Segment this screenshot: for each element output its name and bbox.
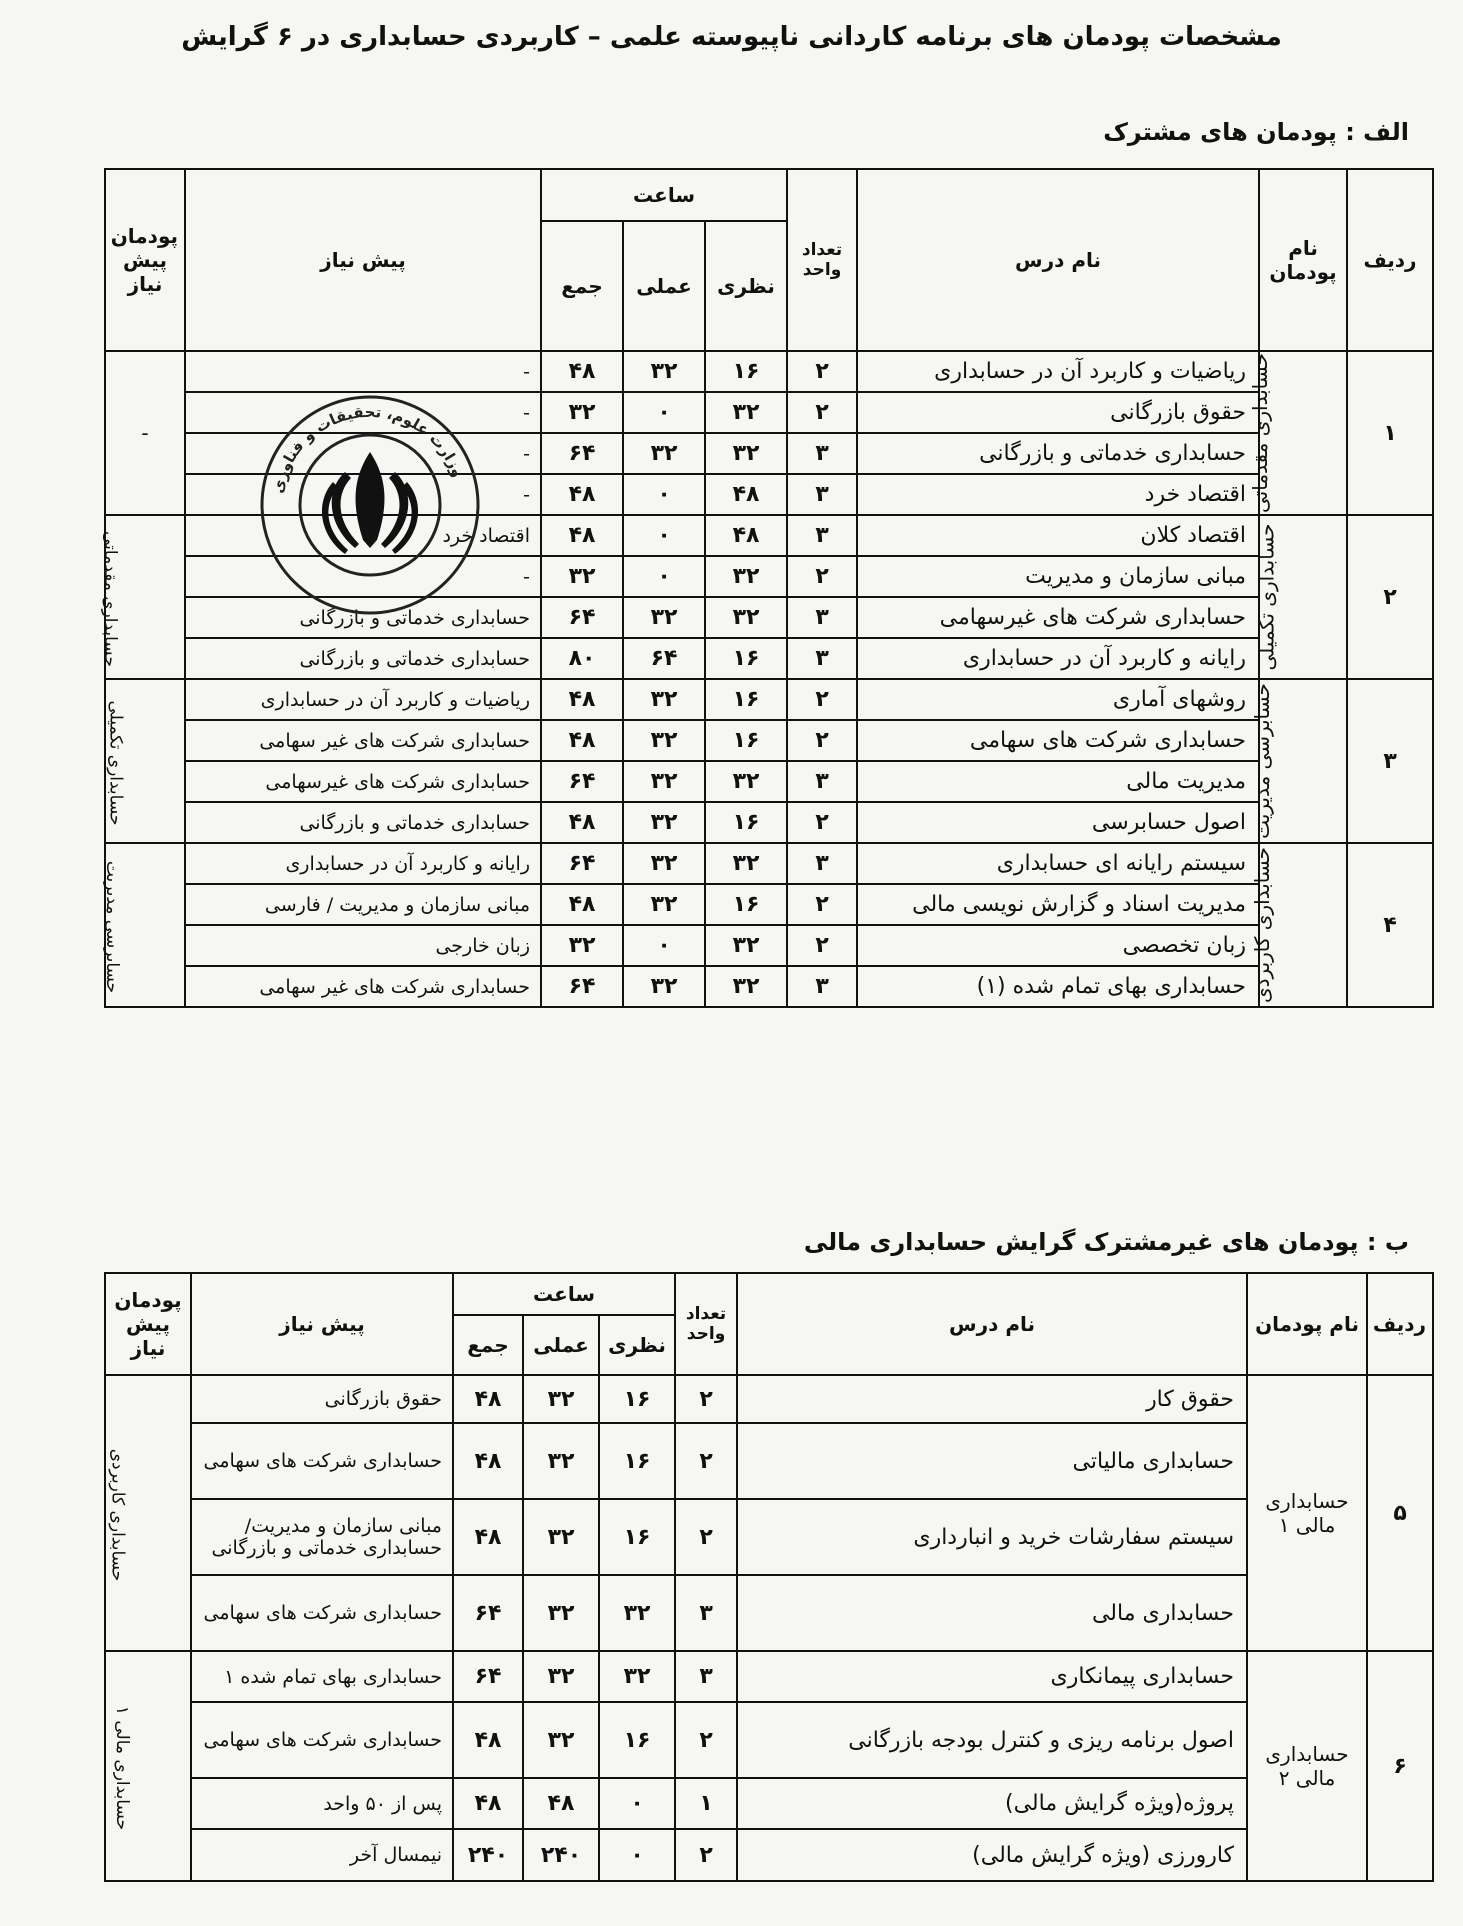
prerequisite: -: [185, 474, 541, 515]
table-row: [105, 351, 1433, 392]
practical-hours: ۳۲: [523, 1702, 599, 1778]
prerequisite: نیمسال آخر: [191, 1829, 453, 1881]
course-name: اقتصاد کلان: [857, 515, 1259, 556]
prerequisite: -: [185, 351, 541, 392]
course-name: ریاضیات و کاربرد آن در حسابداری: [857, 351, 1259, 392]
theory-hours: ۱۶: [599, 1499, 675, 1575]
theory-hours: ۱۶: [705, 679, 787, 720]
units: ۲: [787, 556, 857, 597]
theory-hours: ۳۲: [705, 925, 787, 966]
practical-hours: ۳۲: [623, 720, 705, 761]
prerequisite: حسابداری شرکت های سهامی: [191, 1423, 453, 1499]
total-hours: ۳۲: [541, 392, 623, 433]
practical-hours: ۳۲: [623, 597, 705, 638]
course-name: حسابداری بهای تمام شده (۱): [857, 966, 1259, 1007]
module-name-label: حسابداری مقدماتی: [1248, 353, 1273, 513]
emblem-icon: [322, 452, 418, 554]
total-hours: ۴۸: [541, 884, 623, 925]
module-name-label: حسابداری تکمیلی: [1254, 523, 1279, 671]
theory-hours: ۱۶: [599, 1702, 675, 1778]
units: ۲: [787, 720, 857, 761]
header-course: نام درس: [857, 169, 1259, 351]
total-hours: ۴۸: [541, 351, 623, 392]
row-number: ۶: [1367, 1651, 1433, 1881]
practical-hours: ۴۸: [523, 1778, 599, 1829]
header-prereq-module: پودمان پیش نیاز: [105, 1273, 191, 1375]
practical-hours: ۳۲: [623, 433, 705, 474]
row-number: ۳: [1347, 679, 1433, 843]
row-number: ۲: [1347, 515, 1433, 679]
practical-hours: ۲۴۰: [523, 1829, 599, 1881]
course-name: پروژه(ویژه گرایش مالی): [737, 1778, 1247, 1829]
units: ۳: [787, 515, 857, 556]
prereq-module: [105, 1375, 191, 1651]
units: ۲: [787, 802, 857, 843]
prereq-module: [105, 1651, 191, 1881]
course-name: روشهای آماری: [857, 679, 1259, 720]
course-name: حسابداری خدماتی و بازرگانی: [857, 433, 1259, 474]
practical-hours: ۳۲: [523, 1651, 599, 1702]
header-units: تعداد واحد: [675, 1273, 737, 1375]
total-hours: ۶۴: [541, 843, 623, 884]
prerequisite: -: [185, 556, 541, 597]
prerequisite: حسابداری بهای تمام شده ۱: [191, 1651, 453, 1702]
prerequisite: زبان خارجی: [185, 925, 541, 966]
practical-hours: ۳۲: [623, 843, 705, 884]
practical-hours: ۰: [623, 392, 705, 433]
page-title: مشخصات پودمان های برنامه کاردانی ناپیوسته علمی – کاربردی حسابداری در ۶ گرایش: [181, 22, 1282, 52]
theory-hours: ۳۲: [705, 597, 787, 638]
practical-hours: ۳۲: [623, 884, 705, 925]
course-name: اقتصاد خرد: [857, 474, 1259, 515]
practical-hours: ۰: [623, 925, 705, 966]
units: ۲: [675, 1423, 737, 1499]
units: ۳: [787, 761, 857, 802]
header-prereq-module: پودمان پیش نیاز: [105, 169, 185, 351]
total-hours: ۶۴: [541, 433, 623, 474]
table-row: [105, 1575, 1433, 1651]
practical-hours: ۳۲: [523, 1575, 599, 1651]
units: ۳: [787, 474, 857, 515]
module-name: [1250, 843, 1347, 1007]
total-hours: ۴۸: [453, 1778, 523, 1829]
theory-hours: ۱۶: [705, 884, 787, 925]
course-name: رایانه و کاربرد آن در حسابداری: [857, 638, 1259, 679]
practical-hours: ۳۲: [523, 1375, 599, 1423]
course-name: کارورزی (ویژه گرایش مالی): [737, 1829, 1247, 1881]
total-hours: ۸۰: [541, 638, 623, 679]
prereq-module-label: -: [141, 421, 149, 445]
theory-hours: ۴۸: [705, 474, 787, 515]
units: ۲: [787, 351, 857, 392]
prerequisite: حسابداری شرکت های غیر سهامی: [185, 966, 541, 1007]
theory-hours: ۳۲: [705, 392, 787, 433]
units: ۳: [787, 638, 857, 679]
table-row: [105, 802, 1433, 843]
practical-hours: ۳۲: [623, 679, 705, 720]
prerequisite: -: [185, 392, 541, 433]
header-total: جمع: [453, 1315, 523, 1375]
row-number: ۵: [1367, 1375, 1433, 1651]
module-name-label: حسابداری مالی ۱: [1265, 1489, 1349, 1537]
theory-hours: ۳۲: [705, 761, 787, 802]
header-practical: عملی: [623, 221, 705, 351]
units: ۲: [787, 925, 857, 966]
total-hours: ۴۸: [453, 1423, 523, 1499]
header-prereq: پیش نیاز: [185, 169, 541, 351]
theory-hours: ۳۲: [705, 556, 787, 597]
theory-hours: ۰: [599, 1829, 675, 1881]
units: ۳: [787, 966, 857, 1007]
prerequisite: حسابداری شرکت های غیر سهامی: [185, 720, 541, 761]
header-course: نام درس: [737, 1273, 1247, 1375]
module-name: [1254, 515, 1347, 679]
course-name: مدیریت اسناد و گزارش نویسی مالی: [857, 884, 1259, 925]
theory-hours: ۳۲: [705, 966, 787, 1007]
header-theory: نظری: [705, 221, 787, 351]
module-name: [1248, 351, 1347, 515]
theory-hours: ۳۲: [599, 1575, 675, 1651]
module-name-label: حسابرسی مدیریت: [1250, 683, 1275, 839]
practical-hours: ۳۲: [623, 966, 705, 1007]
theory-hours: ۰: [599, 1778, 675, 1829]
prereq-module: [105, 351, 185, 515]
prerequisite: حسابداری خدماتی و بازرگانی: [185, 597, 541, 638]
units: ۳: [675, 1651, 737, 1702]
prereq-module-label: حسابداری کاربردی: [107, 1448, 128, 1582]
units: ۳: [787, 843, 857, 884]
prerequisite: -: [185, 433, 541, 474]
practical-hours: ۳۲: [623, 802, 705, 843]
table-row: [105, 843, 1433, 884]
course-name: حقوق کار: [737, 1375, 1247, 1423]
module-name-label: حسابداری مالی ۲: [1265, 1742, 1349, 1790]
course-name: حسابداری مالیاتی: [737, 1423, 1247, 1499]
total-hours: ۶۴: [453, 1651, 523, 1702]
course-name: حقوق بازرگانی: [857, 392, 1259, 433]
practical-hours: ۰: [623, 474, 705, 515]
table-row: [105, 679, 1433, 720]
table-row: [105, 1375, 1433, 1423]
total-hours: ۲۴۰: [453, 1829, 523, 1881]
header-theory: نظری: [599, 1315, 675, 1375]
prerequisite: ریاضیات و کاربرد آن در حسابداری: [185, 679, 541, 720]
theory-hours: ۱۶: [599, 1375, 675, 1423]
total-hours: ۴۸: [453, 1375, 523, 1423]
financial-modules-table: [104, 1272, 1434, 1882]
table-row: [105, 1778, 1433, 1829]
course-name: حسابداری مالی: [737, 1575, 1247, 1651]
table-row: [105, 638, 1433, 679]
theory-hours: ۳۲: [705, 843, 787, 884]
total-hours: ۶۴: [453, 1575, 523, 1651]
prerequisite: مبانی سازمان و مدیریت/ حسابداری خدماتی و بازرگانی: [191, 1499, 453, 1575]
prerequisite: حسابداری خدماتی و بازرگانی: [185, 802, 541, 843]
course-name: مبانی سازمان و مدیریت: [857, 556, 1259, 597]
prerequisite: مبانی سازمان و مدیریت / فارسی: [185, 884, 541, 925]
prerequisite: پس از ۵۰ واحد: [191, 1778, 453, 1829]
header-module: نام پودمان: [1259, 169, 1347, 351]
header-units: تعداد واحد: [787, 169, 857, 351]
header-hours: ساعت: [453, 1273, 675, 1315]
prerequisite: حسابداری شرکت های سهامی: [191, 1575, 453, 1651]
units: ۱: [675, 1778, 737, 1829]
total-hours: ۴۸: [541, 679, 623, 720]
course-name: مدیریت مالی: [857, 761, 1259, 802]
prereq-module: [100, 515, 185, 679]
prerequisite: حقوق بازرگانی: [191, 1375, 453, 1423]
total-hours: ۳۲: [541, 925, 623, 966]
practical-hours: ۳۲: [523, 1423, 599, 1499]
theory-hours: ۱۶: [599, 1423, 675, 1499]
prereq-module-label: حسابداری تکمیلی: [105, 700, 126, 826]
theory-hours: ۳۲: [705, 433, 787, 474]
header-total: جمع: [541, 221, 623, 351]
practical-hours: ۳۲: [623, 761, 705, 802]
section-a-title: الف : پودمان های مشترک: [1103, 118, 1409, 146]
header-hours: ساعت: [541, 169, 787, 221]
table-row: [105, 1702, 1433, 1778]
theory-hours: ۱۶: [705, 720, 787, 761]
units: ۳: [787, 433, 857, 474]
table-row: [105, 966, 1433, 1007]
total-hours: ۳۲: [541, 556, 623, 597]
units: ۲: [787, 884, 857, 925]
section-b-title: ب : پودمان های غیرمشترک گرایش حسابداری مالی: [803, 1228, 1409, 1256]
header-module: نام پودمان: [1247, 1273, 1367, 1375]
total-hours: ۴۸: [541, 474, 623, 515]
prereq-module-label: حسابداری مالی ۱: [111, 1705, 132, 1831]
units: ۲: [675, 1702, 737, 1778]
practical-hours: ۰: [623, 515, 705, 556]
prereq-module-label: حسابداری مقدماتی: [100, 531, 121, 667]
course-name: سیستم سفارشات خرید و انبارداری: [737, 1499, 1247, 1575]
header-prereq: پیش نیاز: [191, 1273, 453, 1375]
course-name: سیستم رایانه ای حسابداری: [857, 843, 1259, 884]
prereq-module-label: حسابرسی مدیریت: [101, 860, 122, 994]
total-hours: ۴۸: [541, 720, 623, 761]
table-row: [105, 1499, 1433, 1575]
theory-hours: ۱۶: [705, 638, 787, 679]
module-name: [1247, 1375, 1367, 1651]
total-hours: ۴۸: [453, 1702, 523, 1778]
course-name: حسابداری پیمانکاری: [737, 1651, 1247, 1702]
units: ۲: [675, 1829, 737, 1881]
units: ۲: [675, 1499, 737, 1575]
practical-hours: ۳۲: [623, 351, 705, 392]
table-row: [105, 1829, 1433, 1881]
course-name: حسابداری شرکت های غیرسهامی: [857, 597, 1259, 638]
row-number: ۴: [1347, 843, 1433, 1007]
course-name: اصول حسابرسی: [857, 802, 1259, 843]
theory-hours: ۳۲: [599, 1651, 675, 1702]
prerequisite: رایانه و کاربرد آن در حسابداری: [185, 843, 541, 884]
header-row: ردیف: [1367, 1273, 1433, 1375]
stamp-text: وزارت علوم، تحقیقات و فناوری: [268, 402, 468, 495]
prerequisite: حسابداری شرکت های سهامی: [191, 1702, 453, 1778]
header-practical: عملی: [523, 1315, 599, 1375]
official-stamp: [255, 390, 485, 620]
prereq-module: [105, 679, 185, 843]
prereq-module: [101, 843, 185, 1007]
total-hours: ۶۴: [541, 761, 623, 802]
module-name: [1250, 679, 1347, 843]
course-name: اصول برنامه ریزی و کنترل بودجه بازرگانی: [737, 1702, 1247, 1778]
course-name: زبان تخصصی: [857, 925, 1259, 966]
practical-hours: ۶۴: [623, 638, 705, 679]
header-row: ردیف: [1347, 169, 1433, 351]
row-number: ۱: [1347, 351, 1433, 515]
units: ۲: [787, 392, 857, 433]
practical-hours: ۰: [623, 556, 705, 597]
module-name-label: حسابداری کاربردی: [1250, 846, 1275, 1004]
units: ۳: [787, 597, 857, 638]
total-hours: ۴۸: [541, 802, 623, 843]
units: ۲: [675, 1375, 737, 1423]
theory-hours: ۱۶: [705, 802, 787, 843]
total-hours: ۶۴: [541, 966, 623, 1007]
table-row: [105, 1423, 1433, 1499]
course-name: حسابداری شرکت های سهامی: [857, 720, 1259, 761]
units: ۳: [675, 1575, 737, 1651]
prerequisite: اقتصاد خرد: [185, 515, 541, 556]
table-row: [105, 1651, 1433, 1702]
theory-hours: ۴۸: [705, 515, 787, 556]
total-hours: ۴۸: [453, 1499, 523, 1575]
prerequisite: حسابداری خدماتی و بازرگانی: [185, 638, 541, 679]
units: ۲: [787, 679, 857, 720]
practical-hours: ۳۲: [523, 1499, 599, 1575]
module-name: [1247, 1651, 1367, 1881]
total-hours: ۶۴: [541, 597, 623, 638]
total-hours: ۴۸: [541, 515, 623, 556]
theory-hours: ۱۶: [705, 351, 787, 392]
prerequisite: حسابداری شرکت های غیرسهامی: [185, 761, 541, 802]
